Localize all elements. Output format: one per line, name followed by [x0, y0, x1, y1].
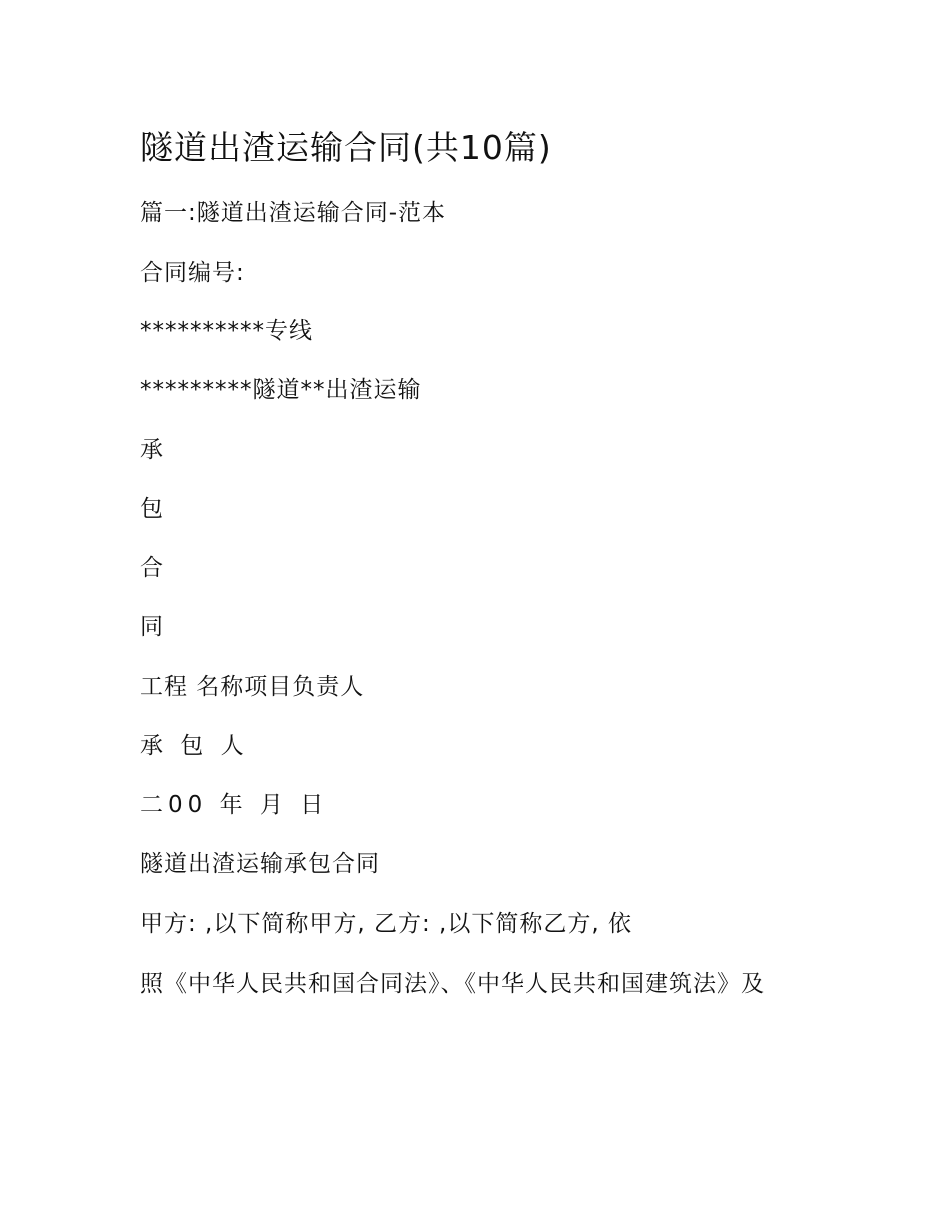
contract-number-label: 合同编号:	[140, 260, 245, 286]
section-heading: 篇一:隧道出渣运输合同-范本	[140, 200, 447, 226]
vertical-title-char-1: 承	[140, 437, 164, 463]
legal-basis-paragraph: 照《中华人民共和国合同法》、《中华人民共和国建筑法》及	[140, 971, 765, 997]
tunnel-transport-line: *********隧道**出渣运输	[140, 377, 422, 403]
vertical-title-char-2: 包	[140, 496, 164, 522]
project-line-name: **********专线	[140, 318, 313, 344]
document-title: 隧道出渣运输合同(共10篇)	[140, 128, 552, 167]
contractor-line: 承 包 人	[140, 733, 249, 759]
date-line: 二00 年 月 日	[140, 792, 329, 818]
project-name-manager-line: 工程 名称项目负责人	[140, 674, 365, 700]
vertical-title-char-4: 同	[140, 614, 164, 640]
contract-heading: 隧道出渣运输承包合同	[140, 851, 380, 877]
parties-line: 甲方: ,以下简称甲方, 乙方: ,以下简称乙方, 依	[140, 911, 632, 937]
vertical-title-char-3: 合	[140, 555, 164, 581]
